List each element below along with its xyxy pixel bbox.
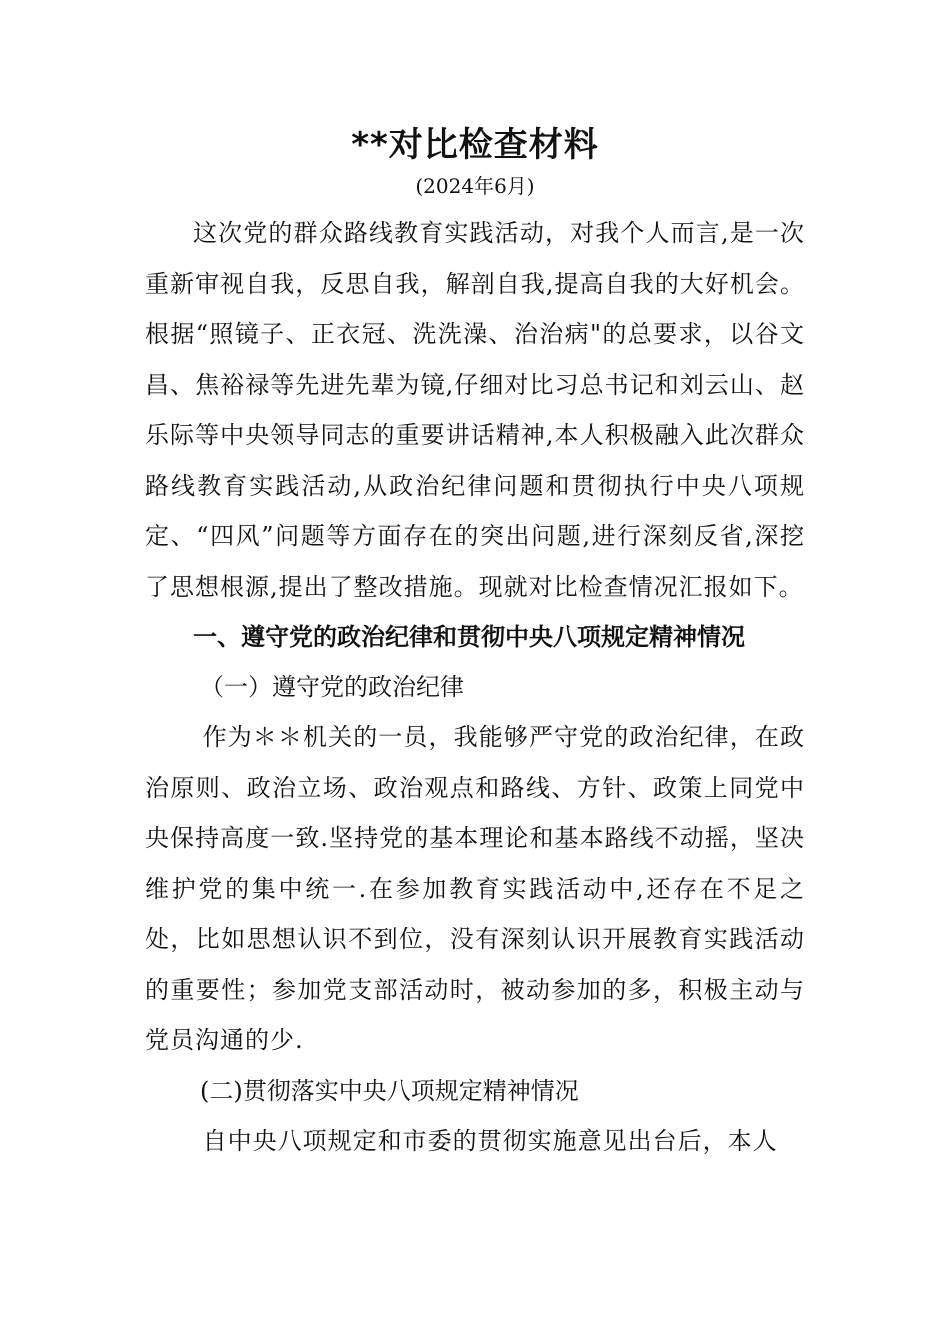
intro-paragraph: 这次党的群众路线教育实践活动，对我个人而言,是一次重新审视自我，反思自我，解剖自我,提高自我的大好机会。根据“照镜子、正衣冠、洗洗澡、治治病"的总要求，以谷文昌、焦裕禄等先进先辈为镜,仔细对比习总书记和刘云山、赵乐际等中央领导同志的重要讲话精神,本人积极融入此次群众路线教育实践活动,从政治纪律问题和贯彻执行中央八项规定、“四风”问题等方面存在的突出问题,进行深刻反省,深挖了思想根源,提出了整改措施。现就对比检查情况汇报如下。 — [145, 219, 805, 601]
document-title: **对比检查材料 — [351, 125, 599, 165]
subsection-1-paragraph: 作为＊＊机关的一员，我能够严守党的政治纪律，在政治原则、政治立场、政治观点和路线、方针、政策上同党中央保持高度一致.坚持党的基本理论和基本路线不动摇，坚决维护党的集中统一.在参加教育实践活动中,还存在不足之处，比如思想认识不到位，没有深刻认识开展教育实践活动的重要性；参加党支部活动时，被动参加的多，积极主动与党员沟通的少. — [145, 723, 805, 1054]
document-page — [145, 118, 805, 1166]
subsection-heading-1: （一）遵守党的政治纪律 — [200, 673, 464, 701]
subsection-2-paragraph: 自中央八项规定和市委的贯彻实施意见出台后，本人 — [202, 1126, 778, 1155]
document-date: (2024年6月) — [415, 174, 535, 198]
section-heading-1: 一、遵守党的政治纪律和贯彻中央八项规定精神情况 — [193, 623, 745, 651]
subsection-heading-2: (二)贯彻落实中央八项规定精神情况 — [200, 1076, 579, 1105]
